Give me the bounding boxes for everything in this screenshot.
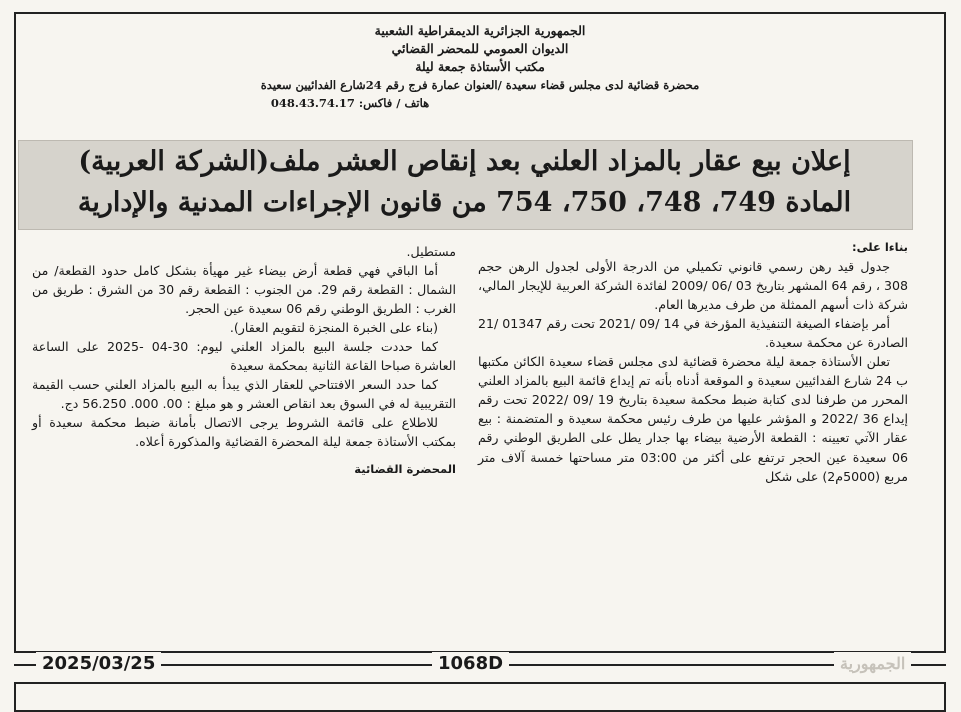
title-line-2: المادة 749، 748، 750، 754 من قانون الإجراءات المدنية والإدارية bbox=[77, 187, 852, 218]
footer-code: 1068D bbox=[432, 652, 509, 676]
notice-title bbox=[18, 141, 911, 223]
paragraph-contact: للاطلاع على قائمة الشروط يرجى الاتصال بأمانة ضبط محكمة سعيدة أو بمكتب الأستاذة جمعة ليلة المحضرة القضائية والمذكورة أعلاه. bbox=[32, 415, 456, 450]
paragraph-auction-date: كما حددت جلسة البيع بالمزاد العلني ليوم: 30-04 -2025 على الساعة العاشرة صباحا القاعة الثانية بمحكمة سعيدة bbox=[32, 339, 456, 374]
header-line-republic: الجمهورية الجزائرية الديمقراطية الشعبية bbox=[374, 23, 586, 38]
left-column bbox=[32, 242, 456, 479]
paragraph-expertise: (بناء على الخبرة المنجزة لتقويم العقار). bbox=[229, 320, 438, 336]
basis-heading: بناءا على: bbox=[852, 240, 908, 254]
header-fax: هاتف / فاكس: 048.43.74.17 bbox=[270, 96, 430, 110]
paragraph-land-bounds: أما الباقي فهي قطعة أرض بيضاء غير مهيأة بشكل كامل حدود القطعة/ من الشمال : القطعة رقم 29. من الجنوب : القطعة رقم 30 من الشرق : طريق من الغرب : الطريق الوطني رقم 06 سعيدة عين الحجر. bbox=[32, 263, 456, 317]
paragraph-continued: مستطيل. bbox=[406, 244, 456, 259]
signature: المحضرة القضائية bbox=[354, 461, 456, 476]
right-column bbox=[478, 238, 908, 486]
paragraph-announcement: تعلن الأستاذة جمعة ليلة محضرة قضائية لدى مجلس قضاء سعيدة الكائن مكتبها ب 24 شارع الفدائيين سعيدة و الموقعة أدناه بأنه تم إيداع قائمة البيع بالمزاد العلني المحرر من طرفنا لدى كتابة ضبط محكمة سعيدة بتاريخ 19 /09 /2022 تحت رقم إيداع 36 /2022 و المؤشر عليها من طرف رئيس محكمة سعيدة و المتضمنة : بيع عقار الآتي تعيينه : القطعة الأرضية بيضاء بها جدار يطل على الطريق الوطني رقم 06 سعيدة عين الحجر ترتفع على أكثر من 03:00 متر مساحتها خمسة آلاف متر مربع (5000م2) على شكل bbox=[478, 354, 908, 484]
paragraph-mortgage: جدول قيد رهن رسمي قانوني تكميلي من الدرجة الأولى لجدول الرهن حجم 308 ، رقم 64 المشهر بتاريخ 03 /06 /2009 لفائدة الشركة العربية للإيجار المالي، شركة ذات أسهم الممثلة من طرف مديرها العام. bbox=[478, 259, 908, 313]
footer-date: 2025/03/25 bbox=[36, 652, 161, 676]
footer-brand: الجمهورية bbox=[834, 652, 911, 676]
header-line-address: محضرة قضائية لدى مجلس قضاء سعيدة /العنوان عمارة فرج رقم 24شارع الفدائيين سعيدة bbox=[260, 78, 700, 92]
title-line-1: إعلان بيع عقار بالمزاد العلني بعد إنقاص العشر ملف(الشركة العربية) bbox=[78, 146, 851, 177]
paragraph-opening-price: كما حدد السعر الافتتاحي للعقار الذي يبدأ به البيع بالمزاد العلني حسب القيمة التقريبية له في السوق بعد انقاص العشر و هو مبلغ : 00. 000. 56.250 دج. bbox=[32, 377, 456, 412]
paragraph-order: أمر بإضفاء الصيغة التنفيذية المؤرخة في 14 /09 /2021 تحت رقم 01347 /21 الصادرة عن محكمة سعيدة. bbox=[478, 316, 908, 351]
header-line-office: الديوان العمومي للمحضر القضائي bbox=[391, 41, 569, 56]
header-line-bureau: مكتب الأستاذة جمعة ليلة bbox=[415, 59, 545, 74]
next-notice-border bbox=[14, 682, 946, 712]
notice-header bbox=[16, 22, 944, 112]
notice-footer bbox=[14, 652, 946, 676]
